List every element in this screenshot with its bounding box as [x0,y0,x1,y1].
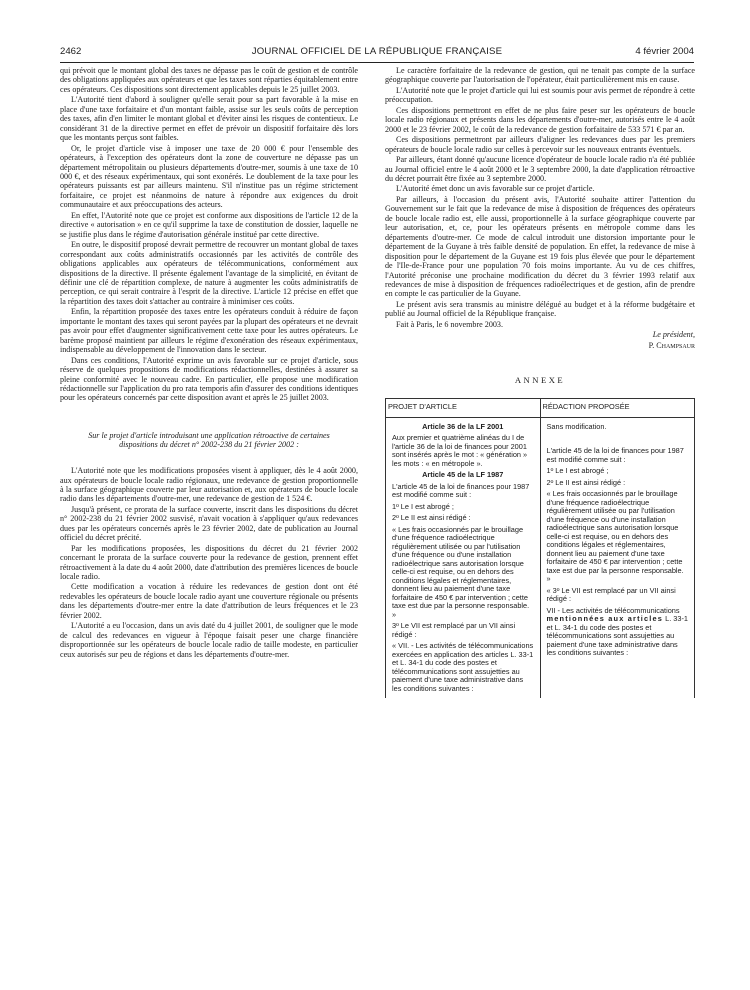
paragraph: L'Autorité note que les modifications proposées visent à appliquer, dès le 4 août 2000, aux opérateurs de boucle locale radio régionaux, une redevance de gestion proportionnelle à la surface géographique couverte par leur autorisation et, aux opérateurs de boucle locale radio dans les départements d'outre-mer, une redevance de gestion de 1 524 €. [60,466,358,504]
paragraph: Ces dispositions permettront en effet de ne plus faire peser sur les opérateurs de boucle locale radio régionaux et présents dans les départements d'outre-mer, autorisés entre le 4 août 2000 et le 23 février 2002, le coût de la redevance de gestion forfaitaire de 533 571 € par an. [385,105,695,134]
paragraph: Le caractère forfaitaire de la redevance de gestion, qui ne tenait pas compte de la surface géographique couverte par l'autorisation de l'opérateur, était particulièrement mis en cause. [385,66,695,85]
vii-lead: VII - Les activités de télécommunications [546,605,680,615]
paragraph: Enfin, la répartition proposée des taxes entre les opérateurs conduit à réduire de façon importante le montant des taxes qui seront payées par la plupart des opérateurs et ne devrait pas avoir pour effet d'augmenter significativement cette taxe pour les autres opérateurs. Le barème proposé maintient par ailleurs le régime d'exonération des réseaux expérimentaux, indispensable au développement de l'innovation dans le secteur. [60,307,358,355]
paragraph: Par ailleurs, étant donné qu'aucune licence d'opérateur de boucle locale radio n'a été publiée au Journal officiel entre le 4 août 2000 et le 3 septembre 2000, la date d'application rétroactive du décret pourrait être fixée au 3 septembre 2000. [385,155,695,183]
paragraph: Cette modification a vocation à réduire les redevances de gestion dont ont été redevables les opérateurs de boucle locale radio ayant une couverture régionale ou présents dans les départements d'outre-mer entre la date d'attribution de leurs fréquences et le 23 février 2002. [60,582,358,620]
signature-title: Le président, [652,330,695,340]
paragraph: L'Autorité tient d'abord à souligner qu'elle serait pour sa part favorable à la mise en place d'une taxe forfaitaire et d'un montant faible, assise sur les seuls coûts de perception des taxes, afin d'en limiter le montant global et d'éviter ainsi les risques de contentieux. Le considérant 31 de la directive permet en effet de prévoir un dispositif forfaitaire dès lors que les montants perçus sont faibles. [60,95,358,143]
page-number: 2462 [60,46,82,57]
annexe-title: ANNEXE [514,375,566,386]
paragraph: L'Autorité a eu l'occasion, dans un avis daté du 4 juillet 2001, de souligner que le mode de calcul des redevances en vigueur à l'époque faisait peser une charge financière disproportionnée sur les opérateurs de boucle locale radio de taille modeste, en particulier ceux autorisés sur peu de régions et dans les départements d'outre-mer. [60,621,358,659]
vii-rest: L. 33-1 et L. 34-1 du code des postes et télécommunications sont assujetties au paiement d'une taxe administrative dans les conditions suivantes : [546,614,688,658]
right-column [385,66,695,698]
signature-name: P. Champsaur [648,340,695,350]
paragraph: Le présent avis sera transmis au ministre délégué au budget et à la réforme budgétaire et publié au Journal officiel de la République française. [385,299,695,319]
article-text: L'article 45 de la loi de finances pour 1987 est modifié comme suit : [546,446,684,464]
annex-header-proposed: RÉDACTION PROPOSÉE [540,398,695,417]
annex-body-row [386,417,695,698]
article-title: Article 36 de la LF 2001 [422,421,504,431]
paragraph: Dans ces conditions, l'Autorité exprime un avis favorable sur ce projet d'article, sous réserve de quelques propositions de modifications rédactionnelles, destinées à assurer sa pleine conformité avec le nouveau cadre. En particulier, elle propose une modification rédactionnelle sur l'application du pro rata temporis afin d'assurer des conditions identiques pour les opérateurs concernés par cette disposition avant et après le 25 juillet 2003. [60,355,358,403]
article-title: Article 45 de la LF 1987 [422,470,504,480]
section-title: Sur le projet d'article introduisant une application rétroactive de certaines dispositions du décret n° 2002-238 du 21 février 2002 : [88,430,330,450]
article-vii: « VII. - Les activités de télécommunications exercées en application des articles L. 33-1 et L. 34-1 du code des postes et télécommunications sont assujetties au paiement d'une taxe administrative dans les conditions suivantes : [392,641,534,693]
article-item: 1º Le I est abrogé ; [392,501,454,511]
annex-table [385,398,695,699]
article-item: 1º Le I est abrogé ; [546,466,609,476]
issue-date: 4 février 2004 [635,46,694,57]
annex-header-project: PROJET D'ARTICLE [386,398,541,417]
paragraph: Par les modifications proposées, les dispositions du décret du 21 février 2002 concernant le prorata de la surface couverte pour la redevance de gestion, prennent effet rétroactivement à la date du 4 août 2000, date d'attribution des premières licences de boucle locale radio. [60,543,358,582]
article-text: L'article 45 de la loi de finances pour 1987 est modifié comme suit : [392,481,530,500]
paragraph: Fait à Paris, le 6 novembre 2003. [396,319,503,329]
article-text: Sans modification. [546,421,607,431]
article-item: « 3º Le VII est remplacé par un VII ainsi rédigé : [546,585,676,604]
article-item: 3º Le VII est remplacé par un VII ainsi rédigé : [392,621,516,639]
article-vii [547,607,689,658]
article-quote: « Les frais occasionnés par le brouillage d'une fréquence radioélectrique régulièrement utilisée ou par l'utilisation d'une fréquence ou d'une installation radioélectrique sans autorisation lorsque celle-ci est requise, ou en dehors des conditions légales et réglementaires, donnent lieu au paiement d'une taxe forfaitaire de 450 € par intervention ; cette taxe est due par la personne responsable. » [392,524,530,619]
vii-emphasis: mentionnées aux articles [546,614,664,624]
paragraph: Par ailleurs, à l'occasion du présent avis, l'Autorité souhaite attirer l'attention du Gouvernement sur le fait que la redevance de mise à disposition de fréquences des opérateurs de boucle locale radio est, elle aussi, proportionnelle à la surface géographique couverte par leur autorisation, et, ce, pour les opérateurs présents en métropole comme dans les départements d'outre-mer. Ce mode de calcul introduit une distorsion importante pour le département de la Guyane à très faible densité de population. En effet, la redevance de mise à disposition pour le département de la Guyane est 19 fois plus élevée que pour le département de l'Ile-de-France pour une population 70 fois moins importante. Au vu de ces chiffres, l'Autorité préconise une prochaine modification du décret du 3 février 1993 relatif aux redevances de mise à disposition de fréquences radioélectriques et de gestion, afin de prendre en compte le cas particulier de la Guyane. [385,194,695,299]
article-item: 2º Le II est ainsi rédigé : [392,513,471,523]
paragraph: En effet, l'Autorité note que ce projet est conforme aux dispositions de l'article 12 de la directive « autorisation » en ce qu'il supprime la taxe de constitution de dossier, laquelle ne se justifie plus dans le régime d'autorisation générale institué par cette directive. [60,210,358,239]
article-quote: « Les frais occasionnés par le brouillage d'une fréquence radioélectrique régulièrement utilisée ou par l'utilisation d'une fréquence ou d'une installation radioélectrique sans autorisation lorsque celle-ci est requise, ou en dehors des conditions légales et réglementaires, donnent lieu au paiement d'une taxe forfaitaire de 450 € par intervention ; cette taxe est due par la personne responsable. » [546,489,684,584]
annex-right-cell [540,417,695,698]
header-rule [60,62,694,63]
paragraph: En outre, le dispositif proposé devrait permettre de recouvrer un montant global de taxes correspondant aux coûts administratifs occasionnés par les activités de contrôle des obligations applicables aux opérateurs de télécommunications, conformément aux dispositions de la directive. Il présente également l'avantage de la simplicité, en évitant de définir une clé de répartition complexe, de nature à augmenter les coûts administratifs de perception, ce qui serait contraire à l'esprit de la directive. L'article 12 précise en effet que la répartition des taxes doit s'attacher au contraire à minimiser ces coûts. [60,240,358,306]
paragraph: Or, le projet d'article vise à imposer une taxe de 20 000 € pour l'ensemble des opérateurs, à l'exception des opérateurs dont la zone de couverture ne dépasse pas un département métropolitain ou plusieurs départements d'outre-mer, soumis à une taxe de 10 000 €, et des réseaux expérimentaux, qui sont exonérés. Le doublement de la taxe pour les opérateurs puissants est par ailleurs maintenu. S'il n'institue pas un régime strictement forfaitaire, ce projet est néanmoins de nature à répondre aux exigences du droit communautaire et aux préoccupations des acteurs. [60,143,358,210]
journal-title: JOURNAL OFFICIEL DE LA RÉPUBLIQUE FRANÇAISE [251,46,503,57]
article-item: 2º Le II est ainsi rédigé : [546,477,626,487]
annex-left-cell [386,417,541,698]
paragraph: L'Autorité émet donc un avis favorable sur ce projet d'article. [396,184,595,194]
article-text: Aux premier et quatrième alinéas du I de l'article 36 de la loi de finances pour 2001 sont insérés après le mot : « génération » les mots : « en métropole ». [392,433,528,468]
paragraph: qui prévoit que le montant global des taxes ne dépasse pas le coût de gestion et de contrôle des obligations appliquées aux opérateurs et que les taxes sont réparties équitablement entre ces opérateurs. Ces dispositions sont directement applicables depuis le 25 juillet 2003. [60,66,358,94]
annex-header-row [386,398,695,417]
paragraph: Ces dispositions permettront par ailleurs d'aligner les redevances dues par les premiers opérateurs de boucle locale radio sur celles à percevoir sur les nouveaux entrants éventuels. [385,135,695,154]
left-column [60,66,358,660]
paragraph: Jusqu'à présent, ce prorata de la surface couverte, inscrit dans les dispositions du décret n° 2002-238 du 21 février 2002 susvisé, n'avait vocation à s'appliquer qu'aux redevances dues par les opérateurs concernés après le 23 février 2002, date de publication au Journal officiel du décret précité. [60,504,358,543]
paragraph: L'Autorité note que le projet d'article qui lui est soumis pour avis permet de répondre à cette préoccupation. [385,85,695,105]
page-header [60,46,694,60]
